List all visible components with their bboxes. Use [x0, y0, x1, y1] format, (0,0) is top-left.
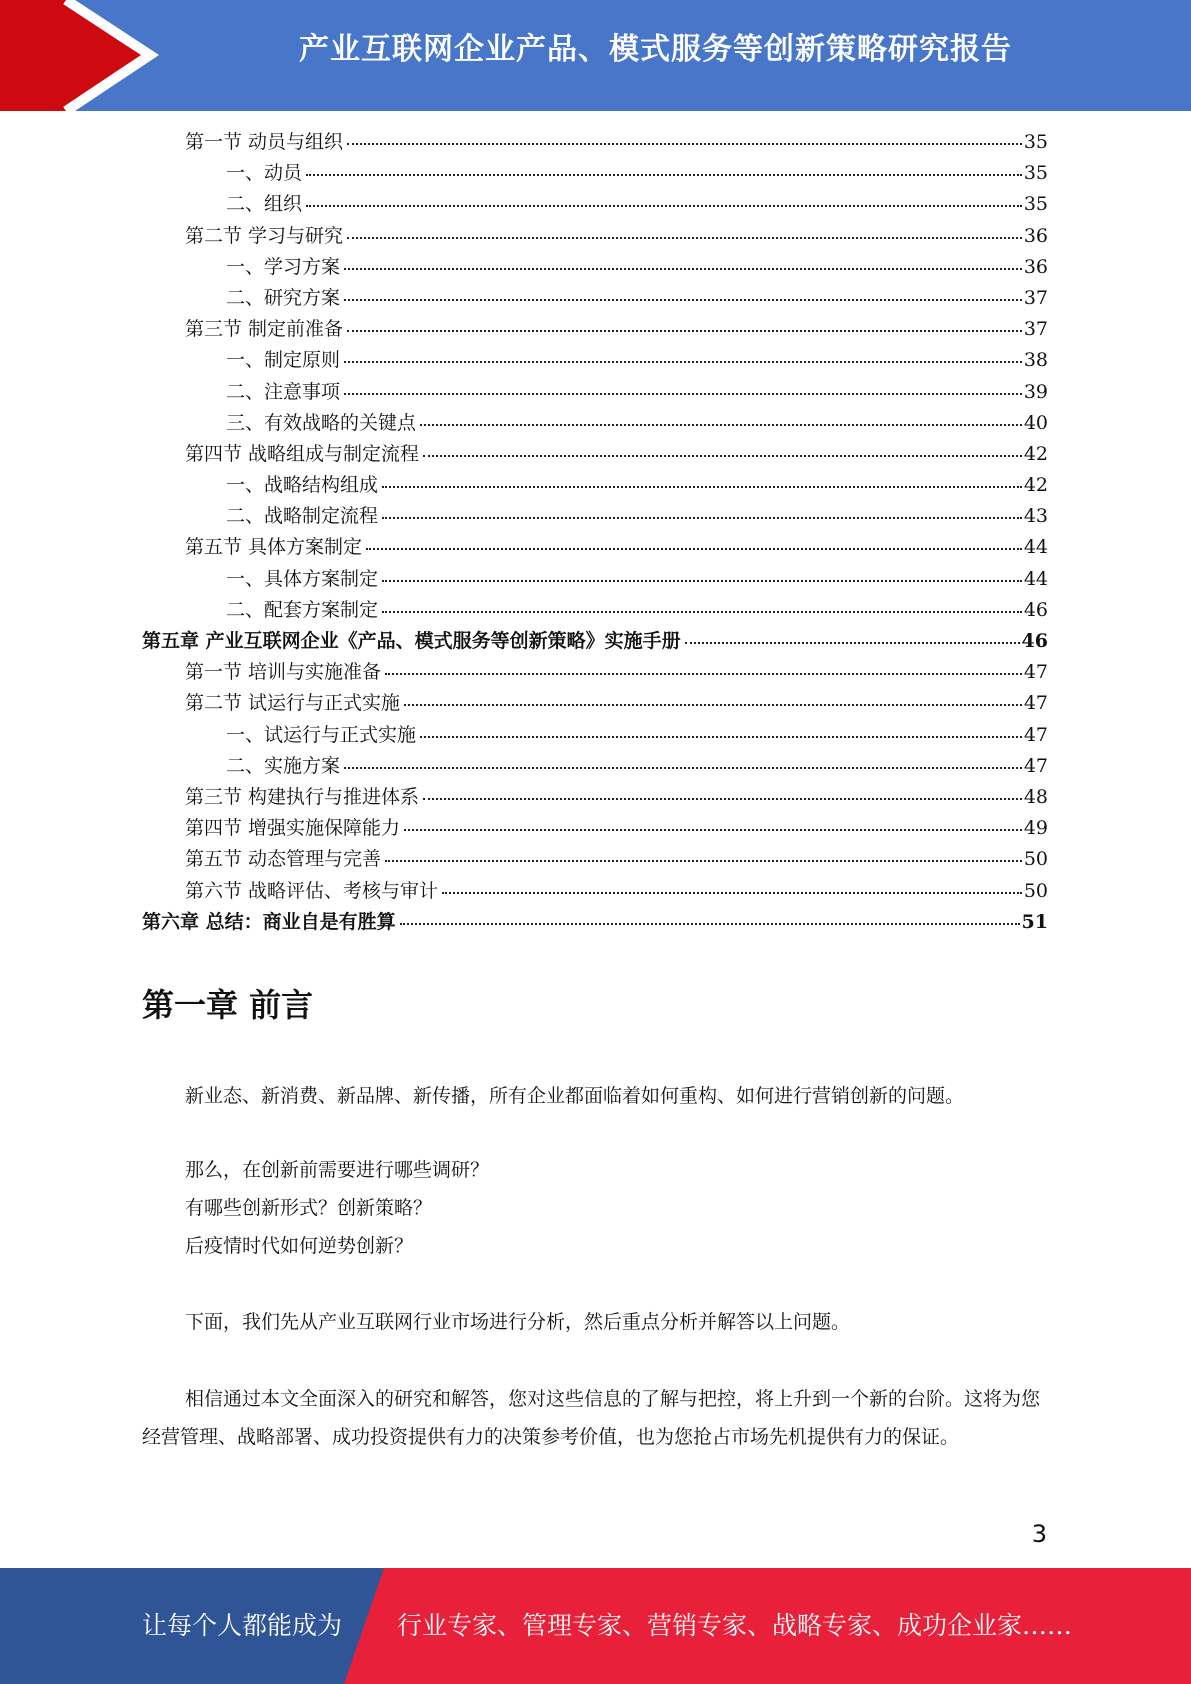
- toc-leader-dots: [344, 267, 1022, 270]
- toc-entry-title: 一、制定原则: [226, 349, 341, 372]
- footer-slogan-right: 行业专家、管理专家、营销专家、战略专家、成功企业家……: [397, 1611, 1073, 1640]
- toc-leader-dots: [347, 236, 1022, 239]
- toc-entry-title: 第六章 总结：商业自是有胜算: [142, 910, 396, 933]
- toc-entry[interactable]: [142, 189, 1048, 220]
- toc-entry-title: 第三节 构建执行与推进体系: [185, 785, 420, 808]
- toc-entry-title: 二、配套方案制定: [226, 598, 379, 621]
- toc-leader-dots: [420, 423, 1022, 426]
- toc-entry[interactable]: [142, 283, 1048, 314]
- toc-leader-dots: [423, 797, 1022, 800]
- paragraph-conclusion: 相信通过本文全面深入的研究和解答，您对这些信息的了解与把控，将上升到一个新的台阶。这将为您经营管理、战略部署、成功投资提供有力的决策参考价值，也为您抢占市场先机提供有力的保证。: [142, 1388, 1041, 1448]
- toc-entry[interactable]: [142, 345, 1048, 376]
- toc-leader-dots: [442, 891, 1022, 894]
- toc-entry[interactable]: [142, 688, 1048, 719]
- toc-leader-dots: [344, 392, 1022, 395]
- toc-entry-page: 50: [1023, 879, 1048, 902]
- toc-entry[interactable]: [142, 876, 1048, 907]
- toc-entry[interactable]: [142, 844, 1048, 875]
- toc-entry-title: 第四节 战略组成与制定流程: [185, 442, 420, 465]
- toc-entry-title: 第四节 增强实施保障能力: [185, 817, 401, 840]
- header-banner: [0, 0, 1191, 111]
- paragraph-intro: 新业态、新消费、新品牌、新传播，所有企业都面临着如何重构、如何进行营销创新的问题。: [185, 1085, 965, 1107]
- toc-leader-dots: [423, 454, 1022, 457]
- toc-entry[interactable]: [142, 158, 1048, 189]
- report-title: 产业互联网企业产品、模式服务等创新策略研究报告: [299, 32, 1012, 67]
- toc-entry-page: 37: [1023, 318, 1048, 341]
- toc-entry-page: 40: [1023, 411, 1048, 434]
- toc-entry[interactable]: [142, 501, 1048, 532]
- toc-leader-dots: [344, 766, 1022, 769]
- toc-entry[interactable]: [142, 751, 1048, 782]
- toc-entry-title: 二、研究方案: [226, 286, 341, 309]
- toc-entry-page: 36: [1023, 255, 1048, 278]
- toc-entry-page: 39: [1023, 380, 1048, 403]
- toc-entry-title: 一、学习方案: [226, 255, 341, 278]
- toc-entry[interactable]: [142, 626, 1048, 657]
- toc-entry[interactable]: [142, 408, 1048, 439]
- toc-entry-page: 51: [1021, 910, 1048, 933]
- toc-entry-page: 46: [1023, 598, 1048, 621]
- toc-entry-page: 47: [1023, 723, 1048, 746]
- toc-leader-dots: [306, 204, 1022, 207]
- toc-entry-title: 一、试运行与正式实施: [226, 723, 417, 746]
- toc-entry-title: 二、战略制定流程: [226, 505, 379, 528]
- toc-entry-page: 42: [1023, 474, 1048, 497]
- toc-entry-page: 36: [1023, 224, 1048, 247]
- toc-entry-title: 第五章 产业互联网企业《产品、模式服务等创新策略》实施手册: [142, 630, 681, 652]
- toc-leader-dots: [385, 672, 1022, 675]
- toc-entry[interactable]: [142, 127, 1048, 158]
- chapter-title: 第一章 前言: [142, 986, 314, 1024]
- toc-leader-dots: [382, 579, 1022, 582]
- question-forms: 有哪些创新形式？创新策略？: [185, 1197, 433, 1219]
- paragraph-analysis: 下面，我们先从产业互联网行业市场进行分析，然后重点分析并解答以上问题。: [185, 1311, 851, 1333]
- toc-leader-dots: [382, 610, 1022, 613]
- toc-entry-page: 44: [1023, 536, 1048, 559]
- toc-entry-page: 48: [1023, 785, 1048, 808]
- toc-entry-page: 47: [1023, 754, 1048, 777]
- toc-entry[interactable]: [142, 439, 1048, 470]
- toc-entry-title: 第三节 制定前准备: [185, 318, 344, 341]
- toc-entry-title: 三、有效战略的关键点: [226, 411, 417, 434]
- toc-entry[interactable]: [142, 657, 1048, 688]
- toc-entry-page: 37: [1023, 286, 1048, 309]
- page-number: 3: [1031, 1520, 1047, 1548]
- toc-entry-page: 44: [1023, 567, 1048, 590]
- toc-entry-page: 42: [1023, 442, 1048, 465]
- chevron-arrow-icon: [0, 0, 160, 111]
- toc-entry-title: 第二节 学习与研究: [185, 224, 344, 247]
- toc-entry[interactable]: [142, 221, 1048, 252]
- toc-entry-title: 第一节 培训与实施准备: [185, 661, 382, 684]
- toc-entry[interactable]: [142, 813, 1048, 844]
- toc-entry[interactable]: [142, 252, 1048, 283]
- toc-entry-page: 35: [1023, 193, 1048, 216]
- toc-entry-page: 35: [1023, 131, 1048, 153]
- toc-entry-page: 35: [1023, 162, 1048, 185]
- toc-entry[interactable]: [142, 720, 1048, 751]
- toc-entry[interactable]: [142, 782, 1048, 813]
- toc-entry[interactable]: [142, 564, 1048, 595]
- toc-leader-dots: [366, 547, 1022, 550]
- toc-leader-dots: [385, 859, 1022, 862]
- toc-leader-dots: [344, 298, 1022, 301]
- toc-entry-title: 第五节 具体方案制定: [185, 536, 363, 559]
- toc-leader-dots: [347, 142, 1022, 145]
- toc-entry[interactable]: [142, 532, 1048, 563]
- toc-entry-title: 二、组织: [226, 193, 303, 216]
- toc-entry[interactable]: [142, 595, 1048, 626]
- footer-banner: [0, 1568, 1191, 1684]
- toc-entry-title: 一、具体方案制定: [226, 567, 379, 590]
- toc-entry-page: 47: [1023, 692, 1048, 715]
- toc-leader-dots: [400, 922, 1020, 925]
- toc-entry[interactable]: [142, 314, 1048, 345]
- toc-entry-page: 49: [1023, 817, 1048, 840]
- toc-entry-page: 46: [1021, 630, 1048, 652]
- toc-entry-title: 二、注意事项: [226, 380, 341, 403]
- toc-leader-dots: [685, 641, 1020, 644]
- toc-leader-dots: [382, 516, 1022, 519]
- toc-leader-dots: [347, 329, 1022, 332]
- toc-entry-page: 50: [1023, 848, 1048, 871]
- toc-entry[interactable]: [142, 470, 1048, 501]
- toc-entry[interactable]: [142, 907, 1048, 938]
- toc-leader-dots: [404, 828, 1022, 831]
- toc-entry-title: 一、动员: [226, 162, 303, 185]
- toc-entry-title: 一、战略结构组成: [226, 474, 379, 497]
- toc-entry-page: 47: [1023, 661, 1048, 684]
- toc-entry-title: 第二节 试运行与正式实施: [185, 692, 401, 715]
- toc-leader-dots: [382, 485, 1022, 488]
- toc-entry-page: 43: [1023, 505, 1048, 528]
- question-pandemic: 后疫情时代如何逆势创新？: [185, 1235, 414, 1257]
- toc-entry-title: 第五节 动态管理与完善: [185, 848, 382, 871]
- toc-entry-page: 38: [1023, 349, 1048, 372]
- toc-entry-title: 第六节 战略评估、考核与审计: [185, 879, 439, 902]
- toc-leader-dots: [404, 703, 1022, 706]
- toc-leader-dots: [420, 735, 1022, 738]
- toc-entry[interactable]: [142, 377, 1048, 408]
- toc-entry-title: 第一节 动员与组织: [185, 131, 344, 153]
- table-of-contents: [142, 127, 1048, 938]
- question-research: 那么，在创新前需要进行哪些调研？: [185, 1159, 490, 1181]
- toc-entry-title: 二、实施方案: [226, 754, 341, 777]
- toc-leader-dots: [306, 173, 1022, 176]
- toc-leader-dots: [344, 360, 1022, 363]
- footer-slogan-left: 让每个人都能成为: [142, 1611, 343, 1640]
